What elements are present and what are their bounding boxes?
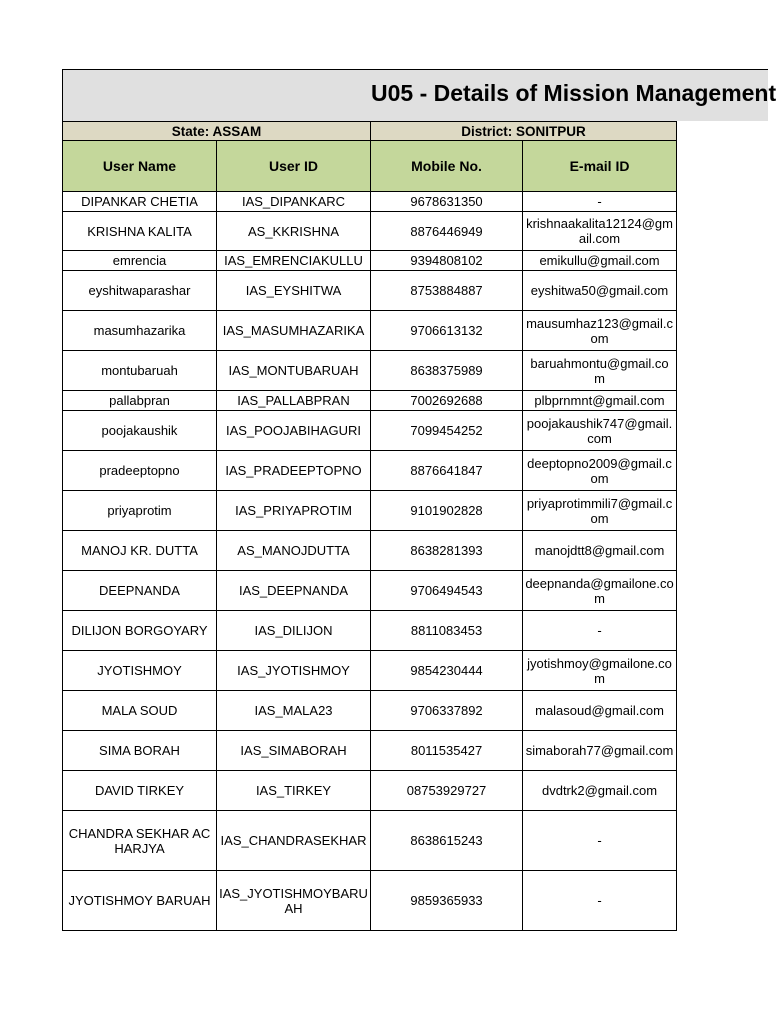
user-id-cell: IAS_DIPANKARC [217,192,371,212]
email-cell: baruahmontu@gmail.com [523,351,677,391]
mobile-cell: 9859365933 [371,871,523,931]
table-row [63,391,677,411]
user-id-cell: IAS_SIMABORAH [217,731,371,771]
mobile-cell: 9706337892 [371,691,523,731]
header-row [63,141,677,192]
user-id-cell: IAS_MALA23 [217,691,371,731]
user-id-cell: AS_KKRISHNA [217,212,371,251]
table-row [63,271,677,311]
mobile-cell: 08753929727 [371,771,523,811]
email-cell: krishnaakalita12124@gmail.com [523,212,677,251]
email-cell: manojdtt8@gmail.com [523,531,677,571]
state-cell: State: ASSAM [63,122,371,141]
column-header-email: E-mail ID [523,141,677,192]
email-cell: mausumhaz123@gmail.com [523,311,677,351]
table-row [63,871,677,931]
user-name-cell: DILIJON BORGOYARY [63,611,217,651]
user-id-cell: IAS_EYSHITWA [217,271,371,311]
table-row [63,771,677,811]
mobile-cell: 8811083453 [371,611,523,651]
email-cell: plbprnmnt@gmail.com [523,391,677,411]
user-name-cell: emrencia [63,251,217,271]
email-cell: - [523,611,677,651]
mobile-cell: 8638281393 [371,531,523,571]
user-id-cell: IAS_POOJABIHAGURI [217,411,371,451]
user-name-cell: poojakaushik [63,411,217,451]
user-name-cell: JYOTISHMOY BARUAH [63,871,217,931]
user-name-cell: pradeeptopno [63,451,217,491]
email-cell: poojakaushik747@gmail.com [523,411,677,451]
table-row [63,351,677,391]
email-cell: - [523,192,677,212]
user-id-cell: IAS_JYOTISHMOYBARUAH [217,871,371,931]
table-row [63,531,677,571]
email-cell: deeptopno2009@gmail.com [523,451,677,491]
mobile-cell: 8011535427 [371,731,523,771]
user-name-cell: priyaprotim [63,491,217,531]
user-id-cell: IAS_CHANDRASEKHAR [217,811,371,871]
page-title: U05 - Details of Mission Management [371,80,776,106]
user-name-cell: MANOJ KR. DUTTA [63,531,217,571]
table-row [63,571,677,611]
user-name-cell: DEEPNANDA [63,571,217,611]
user-name-cell: JYOTISHMOY [63,651,217,691]
email-cell: emikullu@gmail.com [523,251,677,271]
table-row [63,251,677,271]
email-cell: jyotishmoy@gmailone.com [523,651,677,691]
district-cell: District: SONITPUR [371,122,677,141]
user-name-cell: masumhazarika [63,311,217,351]
table-row [63,411,677,451]
mobile-cell: 8638615243 [371,811,523,871]
column-header-mobile: Mobile No. [371,141,523,192]
table-row [63,651,677,691]
mobile-cell: 8876446949 [371,212,523,251]
user-id-cell: IAS_DILIJON [217,611,371,651]
mobile-cell: 7002692688 [371,391,523,411]
user-id-cell: IAS_PALLABPRAN [217,391,371,411]
user-table [62,121,677,931]
column-header-user-id: User ID [217,141,371,192]
user-name-cell: KRISHNA KALITA [63,212,217,251]
user-name-cell: eyshitwaparashar [63,271,217,311]
mobile-cell: 7099454252 [371,411,523,451]
table-row [63,451,677,491]
table-row [63,212,677,251]
table-row [63,192,677,212]
column-header-user-name: User Name [63,141,217,192]
user-id-cell: IAS_MASUMHAZARIKA [217,311,371,351]
user-name-cell: pallabpran [63,391,217,411]
mobile-cell: 9706494543 [371,571,523,611]
user-name-cell: SIMA BORAH [63,731,217,771]
user-name-cell: montubaruah [63,351,217,391]
table-row [63,491,677,531]
email-cell: malasoud@gmail.com [523,691,677,731]
email-cell: simaborah77@gmail.com [523,731,677,771]
table-row [63,311,677,351]
user-id-cell: IAS_TIRKEY [217,771,371,811]
user-name-cell: DAVID TIRKEY [63,771,217,811]
email-cell: dvdtrk2@gmail.com [523,771,677,811]
user-id-cell: AS_MANOJDUTTA [217,531,371,571]
email-cell: deepnanda@gmailone.com [523,571,677,611]
mobile-cell: 9706613132 [371,311,523,351]
table-row [63,731,677,771]
user-name-cell: MALA SOUD [63,691,217,731]
mobile-cell: 9101902828 [371,491,523,531]
table-row [63,611,677,651]
mobile-cell: 9678631350 [371,192,523,212]
user-id-cell: IAS_PRADEEPTOPNO [217,451,371,491]
user-name-cell: CHANDRA SEKHAR ACHARJYA [63,811,217,871]
user-id-cell: IAS_MONTUBARUAH [217,351,371,391]
user-id-cell: IAS_DEEPNANDA [217,571,371,611]
mobile-cell: 8876641847 [371,451,523,491]
mobile-cell: 8638375989 [371,351,523,391]
table-row [63,691,677,731]
sheet-margin [676,121,768,1024]
mobile-cell: 9854230444 [371,651,523,691]
location-row [63,122,677,141]
email-cell: priyaprotimmili7@gmail.com [523,491,677,531]
mobile-cell: 8753884887 [371,271,523,311]
email-cell: - [523,811,677,871]
email-cell: - [523,871,677,931]
email-cell: eyshitwa50@gmail.com [523,271,677,311]
user-id-cell: IAS_EMRENCIAKULLU [217,251,371,271]
mobile-cell: 9394808102 [371,251,523,271]
table-row [63,811,677,871]
user-name-cell: DIPANKAR CHETIA [63,192,217,212]
user-id-cell: IAS_JYOTISHMOY [217,651,371,691]
user-id-cell: IAS_PRIYAPROTIM [217,491,371,531]
